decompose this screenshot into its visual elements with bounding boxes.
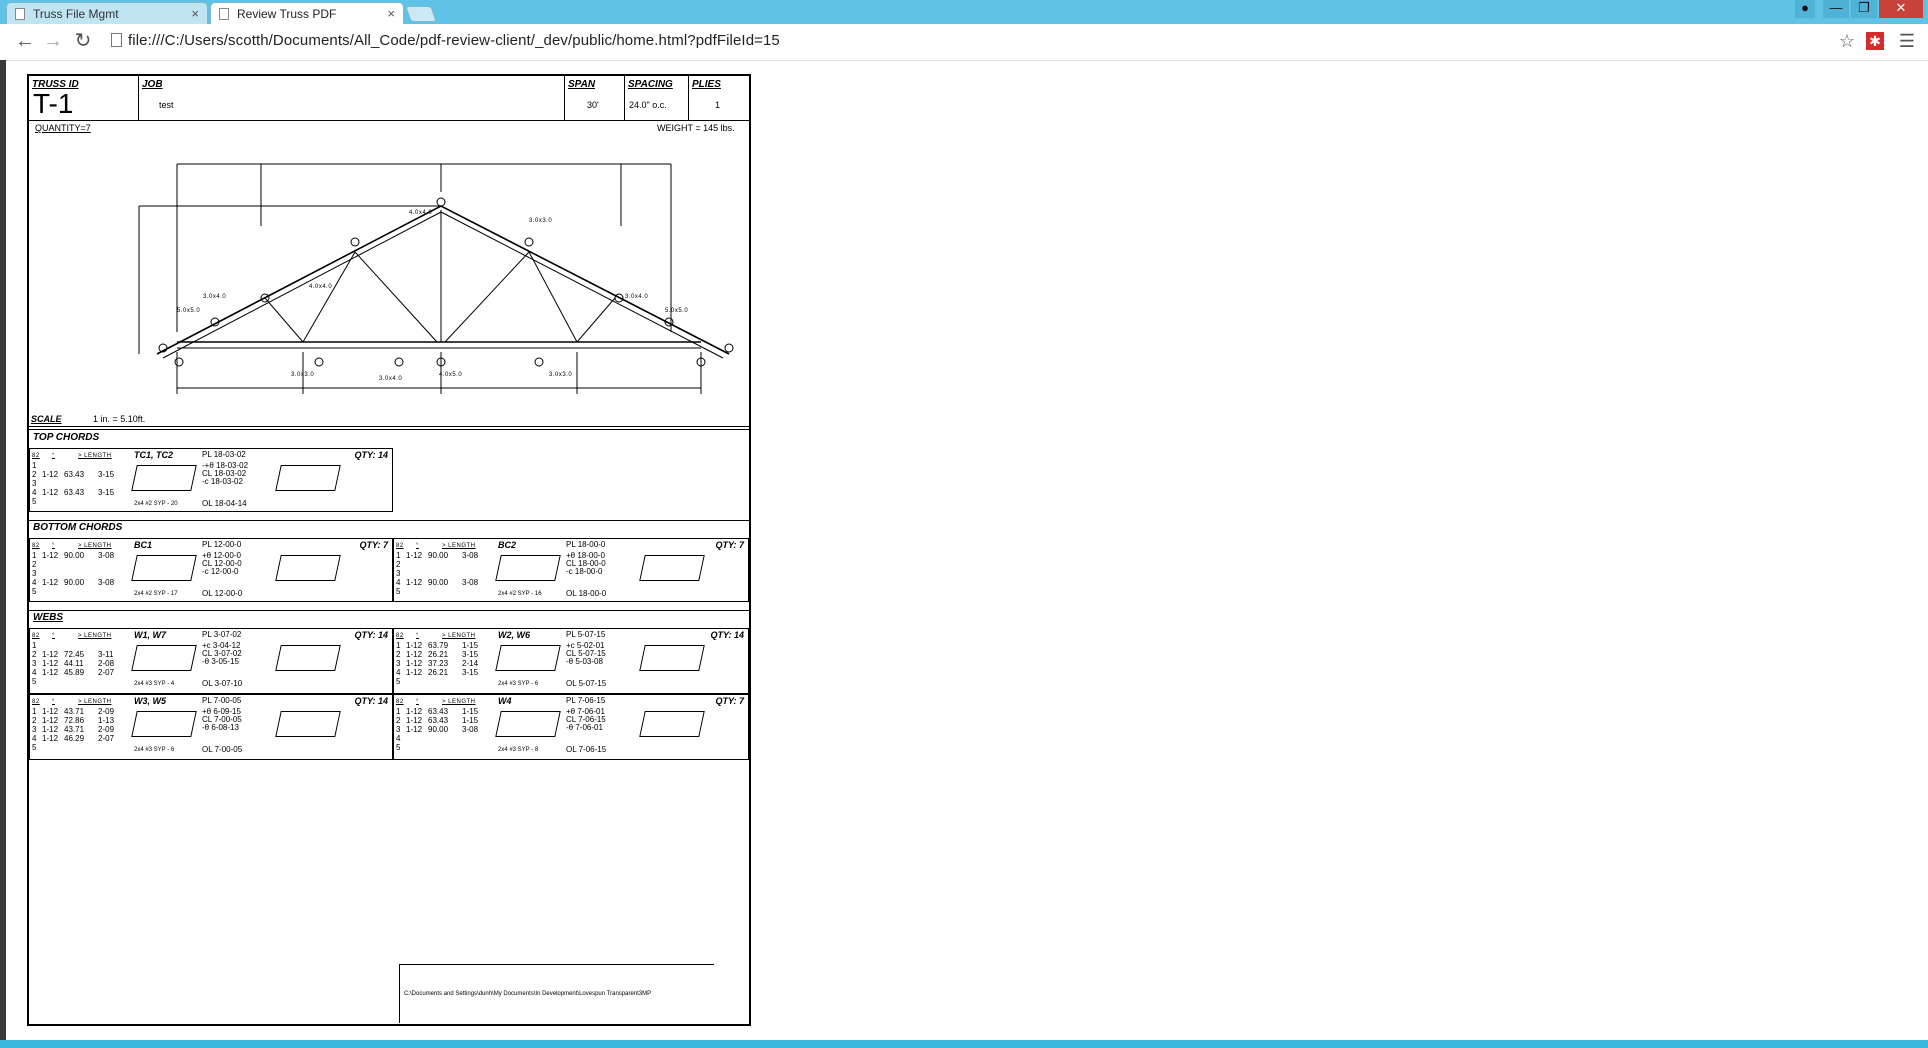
card-ol: OL 3-07-10	[202, 679, 243, 688]
plate-label: 5.0x5.0	[665, 308, 689, 314]
card-cut-line: CL 3-07-02	[202, 649, 242, 658]
scale-value: 1 in. = 5.10ft.	[93, 414, 146, 424]
row-number: 2	[32, 650, 37, 659]
row-number: 4	[32, 668, 37, 677]
row-number: 1	[396, 707, 401, 716]
card-qty: QTY: 14	[354, 450, 388, 460]
col-header: 82	[32, 699, 40, 705]
row-length: 2-09	[98, 707, 115, 716]
card-ol: OL 5-07-15	[566, 679, 607, 688]
card-pl: PL 7-00-05	[202, 696, 242, 705]
card-cut-line: CL 12-00-0	[202, 559, 242, 568]
card-cut-line: CL 18-00-0	[566, 559, 606, 568]
row-number: 1	[32, 461, 37, 470]
row-length: 2-07	[98, 734, 115, 743]
row-angle: 45.89	[64, 668, 85, 677]
card-cut-line: -θ 5-03-08	[566, 657, 603, 666]
card-lumber: 2x4 #2 SYP - 16	[498, 591, 542, 597]
star-icon[interactable]: ☆	[1838, 31, 1856, 51]
member-shape	[495, 645, 561, 671]
col-header: 82	[32, 453, 40, 459]
row-pitch: 1-12	[406, 650, 423, 659]
col-header: > LENGTH	[442, 633, 476, 639]
col-header: > LENGTH	[78, 543, 112, 549]
member-shape	[639, 645, 705, 671]
row-length: 3-08	[462, 578, 479, 587]
row-pitch: 1-12	[406, 668, 423, 677]
row-number: 3	[32, 479, 37, 488]
row-pitch: 1-12	[406, 578, 423, 587]
job-label: JOB	[142, 79, 163, 90]
row-length: 1-15	[462, 707, 479, 716]
member-shape	[131, 645, 197, 671]
row-number: 2	[396, 716, 401, 725]
plies-value: 1	[715, 100, 721, 110]
row-pitch: 1-12	[406, 725, 423, 734]
extension-icon[interactable]: ✱	[1866, 32, 1884, 50]
window-edge	[0, 60, 6, 1040]
card-lumber: 2x4 #3 SYP - 6	[498, 681, 539, 687]
truss-id: T-1	[33, 88, 74, 119]
truss-id-cell	[29, 76, 139, 120]
card-ol: OL 12-00-0	[202, 589, 243, 598]
card-cut-line: +θ 6-09-15	[202, 707, 241, 716]
row-angle: 90.00	[428, 551, 449, 560]
row-angle: 63.43	[428, 716, 449, 725]
col-header: 82	[32, 543, 40, 549]
card-bc1[interactable]	[29, 538, 393, 602]
row-pitch: 1-12	[42, 551, 59, 560]
row-angle: 43.71	[64, 707, 85, 716]
card-tc1-tc2[interactable]	[29, 448, 393, 512]
row-pitch: 1-12	[406, 551, 423, 560]
row-angle: 46.29	[64, 734, 85, 743]
divider	[29, 520, 749, 521]
card-lumber: 2x4 #2 SYP - 20	[134, 501, 178, 507]
bottom-chords-heading: BOTTOM CHORDS	[33, 522, 123, 533]
row-angle: 26.21	[428, 668, 449, 677]
card-ol: OL 7-00-05	[202, 745, 243, 754]
card-qty: QTY: 14	[710, 630, 744, 640]
card-qty: QTY: 14	[354, 630, 388, 640]
row-length: 3-08	[98, 578, 115, 587]
row-number: 5	[396, 743, 401, 752]
col-header: °	[416, 543, 419, 549]
row-number: 2	[32, 716, 37, 725]
card-qty: QTY: 7	[715, 696, 744, 706]
row-pitch: 1-12	[42, 470, 59, 479]
row-number: 5	[32, 587, 37, 596]
divider	[29, 610, 749, 611]
col-header: °	[52, 633, 55, 639]
row-length: 2-14	[462, 659, 479, 668]
row-angle: 63.43	[428, 707, 449, 716]
row-length: 2-08	[98, 659, 115, 668]
row-number: 5	[32, 743, 37, 752]
row-pitch: 1-12	[42, 716, 59, 725]
row-number: 2	[396, 560, 401, 569]
member-shape	[275, 555, 341, 581]
truss-sheet	[27, 74, 751, 1026]
file-path: C:\Documents and Settings\dunh\My Documents\In Development\Lovespun Transparent3MP	[404, 991, 652, 997]
card-cut-line: +θ 12-00-0	[202, 551, 241, 560]
member-shape	[275, 465, 341, 491]
forward-icon[interactable]: →	[43, 30, 63, 52]
row-length: 3-08	[98, 551, 115, 560]
row-angle: 90.00	[64, 551, 85, 560]
back-icon[interactable]: ←	[15, 30, 35, 52]
row-pitch: 1-12	[42, 488, 59, 497]
row-number: 4	[396, 668, 401, 677]
close-tab-icon[interactable]: ×	[191, 6, 199, 21]
spacing-label: SPACING	[628, 79, 673, 90]
card-cut-line: +c 5-02-01	[566, 641, 605, 650]
plate-label: 3.0x3.0	[529, 218, 553, 224]
row-number: 4	[32, 578, 37, 587]
row-number: 5	[396, 677, 401, 686]
file-path-box	[399, 964, 714, 1023]
divider	[29, 426, 749, 427]
divider	[29, 429, 749, 430]
col-header: > LENGTH	[78, 453, 112, 459]
plate-label: 4.0x4.0	[409, 210, 433, 216]
card-pl: PL 18-03-02	[202, 450, 246, 459]
row-length: 3-08	[462, 725, 479, 734]
card-pl: PL 18-00-0	[566, 540, 606, 549]
row-length: 3-15	[98, 488, 115, 497]
span-value: 30'	[587, 100, 599, 110]
member-shape	[639, 711, 705, 737]
row-number: 4	[32, 734, 37, 743]
row-pitch: 1-12	[42, 659, 59, 668]
plies-cell	[689, 76, 749, 120]
row-pitch: 1-12	[406, 707, 423, 716]
col-header: 82	[396, 699, 404, 705]
plate-label: 3.0x3.0	[291, 372, 315, 378]
col-header: °	[52, 453, 55, 459]
row-number: 2	[396, 650, 401, 659]
spacing-value: 24.0" o.c.	[629, 100, 667, 110]
plate-label: 4.0x5.0	[439, 372, 463, 378]
row-pitch: 1-12	[406, 716, 423, 725]
row-number: 1	[32, 551, 37, 560]
card-ol: OL 18-04-14	[202, 499, 247, 508]
restore-button[interactable]: ❐	[1851, 0, 1877, 18]
row-angle: 26.21	[428, 650, 449, 659]
card-cut-line: -c 12-00-0	[202, 567, 239, 576]
row-length: 3-15	[462, 668, 479, 677]
card-ol: OL 7-06-15	[566, 745, 607, 754]
col-header: °	[52, 699, 55, 705]
card-cut-line: CL 5-07-15	[566, 649, 606, 658]
card-name: W4	[498, 696, 512, 706]
row-number: 3	[396, 725, 401, 734]
col-header: > LENGTH	[442, 699, 476, 705]
col-header: > LENGTH	[78, 633, 112, 639]
row-length: 1-15	[462, 641, 479, 650]
member-shape	[639, 555, 705, 581]
span-cell	[565, 76, 625, 120]
card-w1-w7[interactable]	[29, 628, 393, 694]
row-length: 3-15	[462, 650, 479, 659]
row-length: 3-11	[98, 650, 114, 659]
row-number: 3	[32, 659, 37, 668]
card-cut-line: -θ 6-08-13	[202, 723, 239, 732]
browser-toolbar	[0, 24, 1928, 61]
card-qty: QTY: 7	[359, 540, 388, 550]
row-number: 3	[396, 569, 401, 578]
card-bc2[interactable]	[393, 538, 749, 602]
row-number: 5	[32, 497, 37, 506]
tab-truss-file-mgmt[interactable]	[6, 2, 208, 24]
card-name: TC1, TC2	[134, 450, 174, 460]
member-shape	[131, 555, 197, 581]
menu-icon[interactable]: ☰	[1898, 31, 1916, 51]
scale-label: SCALE	[31, 414, 62, 424]
card-qty: QTY: 7	[715, 540, 744, 550]
card-cut-line: +c 3-04-12	[202, 641, 241, 650]
col-header: 82	[32, 633, 40, 639]
close-tab-icon[interactable]: ×	[387, 6, 395, 21]
card-cut-line: -c 18-03-02	[202, 477, 243, 486]
row-angle: 43.71	[64, 725, 85, 734]
row-angle: 72.45	[64, 650, 85, 659]
tab-label: Truss File Mgmt	[33, 7, 119, 21]
page-icon	[219, 8, 229, 20]
col-header: °	[416, 699, 419, 705]
row-angle: 72.86	[64, 716, 85, 725]
row-angle: 63.43	[64, 488, 85, 497]
row-number: 2	[32, 560, 37, 569]
card-cut-line: CL 7-06-15	[566, 715, 606, 724]
row-length: 2-09	[98, 725, 115, 734]
row-number: 2	[32, 470, 37, 479]
row-number: 5	[396, 587, 401, 596]
member-shape	[131, 711, 197, 737]
new-tab-button[interactable]	[405, 6, 437, 22]
row-number: 4	[396, 578, 401, 587]
row-number: 4	[32, 488, 37, 497]
card-pl: PL 12-00-0	[202, 540, 242, 549]
taskbar	[0, 1040, 1928, 1048]
card-cut-line: -c 18-00-0	[566, 567, 603, 576]
card-pl: PL 7-06-15	[566, 696, 606, 705]
plate-label: 3.0x4.0	[203, 294, 227, 300]
row-angle: 37.23	[428, 659, 449, 668]
card-cut-line: -θ 7-06-01	[566, 723, 603, 732]
span-label: SPAN	[568, 79, 596, 90]
col-header: °	[52, 543, 55, 549]
row-number: 3	[32, 569, 37, 578]
plate-label: 4.0x4.0	[309, 284, 333, 290]
row-angle: 63.43	[64, 470, 85, 479]
row-number: 1	[32, 707, 37, 716]
card-ol: OL 18-00-0	[566, 589, 607, 598]
col-header: 82	[396, 543, 404, 549]
card-w3-w5[interactable]	[29, 694, 393, 760]
row-pitch: 1-12	[42, 734, 59, 743]
card-cut-line: +θ 7-06-01	[566, 707, 605, 716]
card-name: BC2	[498, 540, 517, 550]
close-window-button[interactable]: ✕	[1879, 0, 1923, 18]
card-lumber: 2x4 #3 SYP - 4	[134, 681, 175, 687]
member-shape	[495, 711, 561, 737]
col-header: > LENGTH	[78, 699, 112, 705]
row-length: 3-08	[462, 551, 479, 560]
card-cut-line: -θ 3-05-15	[202, 657, 239, 666]
tab-review-truss-pdf[interactable]	[210, 2, 404, 24]
plate-label: 3.0x4.0	[625, 294, 649, 300]
member-shape	[131, 465, 197, 491]
card-name: W1, W7	[134, 630, 167, 640]
row-pitch: 1-12	[42, 668, 59, 677]
card-cut-line: CL 7-00-05	[202, 715, 242, 724]
tab-label: Review Truss PDF	[237, 7, 337, 21]
row-pitch: 1-12	[42, 578, 59, 587]
card-name: BC1	[134, 540, 153, 550]
divider	[29, 120, 749, 121]
user-icon[interactable]: ●	[1795, 0, 1815, 18]
plate-label: 3.0x4.0	[379, 376, 403, 382]
row-number: 5	[32, 677, 37, 686]
col-header: °	[416, 633, 419, 639]
row-number: 1	[396, 641, 401, 650]
row-pitch: 1-12	[42, 650, 59, 659]
col-header: > LENGTH	[442, 543, 476, 549]
truss-diagram	[29, 132, 749, 432]
card-lumber: 2x4 #3 SYP - 6	[134, 747, 175, 753]
address-bar[interactable]: file:///C:/Users/scotth/Documents/All_Code/pdf-review-client/_dev/public/home.html?pdfFileId=15	[128, 32, 780, 49]
weight: WEIGHT = 145 lbs.	[657, 123, 735, 133]
page-icon	[111, 33, 122, 47]
card-cut-line: -+θ 18-03-02	[202, 461, 249, 470]
row-number: 1	[32, 641, 37, 650]
spacing-cell	[625, 76, 689, 120]
card-qty: QTY: 14	[354, 696, 388, 706]
row-length: 2-07	[98, 668, 115, 677]
member-shape	[495, 555, 561, 581]
row-pitch: 1-12	[406, 659, 423, 668]
truss-id-label: TRUSS ID	[32, 79, 79, 90]
page-icon	[15, 8, 25, 20]
card-pl: PL 5-07-15	[566, 630, 606, 639]
card-lumber: 2x4 #3 SYP - 8	[498, 747, 539, 753]
row-angle: 63.79	[428, 641, 449, 650]
minimize-button[interactable]: —	[1823, 0, 1849, 18]
col-header: 82	[396, 633, 404, 639]
member-shape	[275, 645, 341, 671]
card-cut-line: CL 18-03-02	[202, 469, 247, 478]
quantity: QUANTITY=7	[35, 123, 91, 133]
reload-icon[interactable]: ↻	[74, 30, 92, 52]
row-number: 4	[396, 734, 401, 743]
row-angle: 44.11	[64, 659, 84, 668]
card-name: W3, W5	[134, 696, 167, 706]
member-shape	[275, 711, 341, 737]
row-angle: 90.00	[64, 578, 85, 587]
row-number: 3	[396, 659, 401, 668]
job-cell	[139, 76, 565, 120]
title-bar	[0, 0, 1928, 24]
row-length: 3-15	[98, 470, 115, 479]
webs-heading: WEBS	[33, 612, 63, 623]
plate-label: 3.0x3.0	[549, 372, 573, 378]
row-length: 1-15	[462, 716, 479, 725]
row-pitch: 1-12	[42, 707, 59, 716]
row-number: 3	[32, 725, 37, 734]
card-cut-line: +θ 18-00-0	[566, 551, 605, 560]
row-pitch: 1-12	[42, 725, 59, 734]
card-pl: PL 3-07-02	[202, 630, 242, 639]
job-value: test	[159, 100, 174, 110]
plate-label: 5.0x5.0	[177, 308, 201, 314]
card-lumber: 2x4 #2 SYP - 17	[134, 591, 178, 597]
row-angle: 90.00	[428, 725, 449, 734]
row-number: 1	[396, 551, 401, 560]
row-length: 1-13	[98, 716, 115, 725]
card-w4[interactable]	[393, 694, 749, 760]
plies-label: PLIES	[692, 79, 721, 90]
row-angle: 90.00	[428, 578, 449, 587]
card-w2-w6[interactable]	[393, 628, 749, 694]
row-pitch: 1-12	[406, 641, 423, 650]
top-chords-heading: TOP CHORDS	[33, 432, 100, 443]
card-name: W2, W6	[498, 630, 531, 640]
